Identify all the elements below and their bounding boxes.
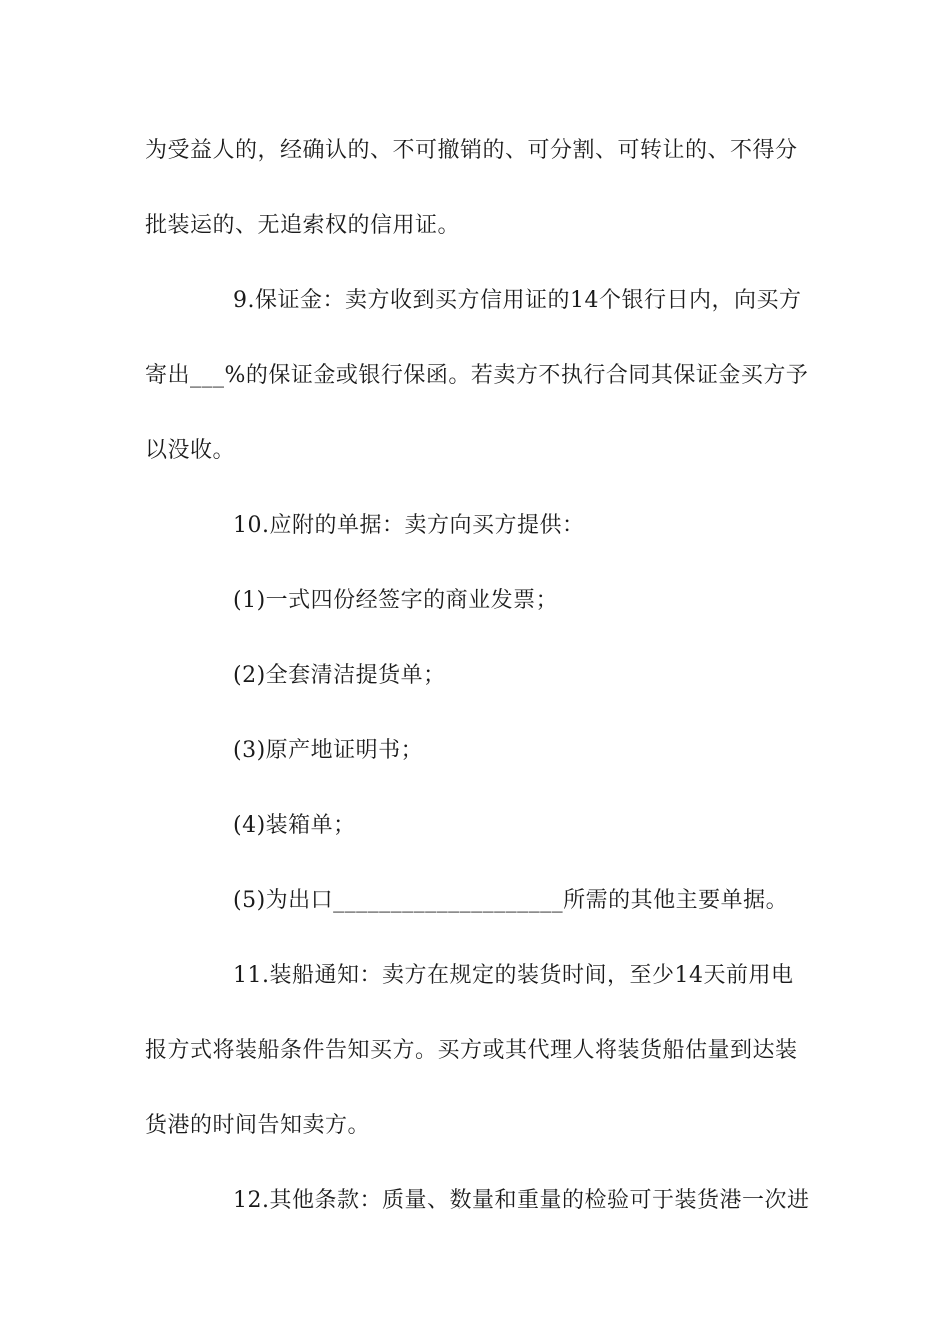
paragraph-line-14: 货港的时间告知卖方。 <box>145 1113 371 1138</box>
clause-9-heading-line: 9.保证金：卖方收到买方信用证的14个银行日内，向买方 <box>233 288 802 313</box>
paragraph-line-13: 报方式将装船条件告知买方。买方或其代理人将装货船估量到达装 <box>145 1038 798 1063</box>
clause-12-heading-line: 12.其他条款：质量、数量和重量的检验可于装货港一次进 <box>233 1188 810 1213</box>
list-item-3: (3)原产地证明书； <box>233 738 424 763</box>
list-item-1: (1)一式四份经签字的商业发票； <box>233 588 559 613</box>
clause-11-heading-line: 11.装船通知：卖方在规定的装货时间，至少14天前用电 <box>233 963 794 988</box>
list-item-2: (2)全套清洁提货单； <box>233 663 446 688</box>
paragraph-line-2: 批装运的、无追索权的信用证。 <box>145 213 461 238</box>
paragraph-line-5: 以没收。 <box>145 438 236 463</box>
paragraph-line-1: 为受益人的，经确认的、不可撤销的、可分割、可转让的、不得分 <box>145 138 798 163</box>
clause-10-heading-line: 10.应附的单据：卖方向买方提供： <box>233 513 585 538</box>
list-item-4: (4)装箱单； <box>233 813 356 838</box>
paragraph-line-4: 寄出___%的保证金或银行保函。若卖方不执行合同其保证金买方予 <box>145 363 809 388</box>
list-item-5: (5)为出口____________________所需的其他主要单据。 <box>233 888 789 913</box>
